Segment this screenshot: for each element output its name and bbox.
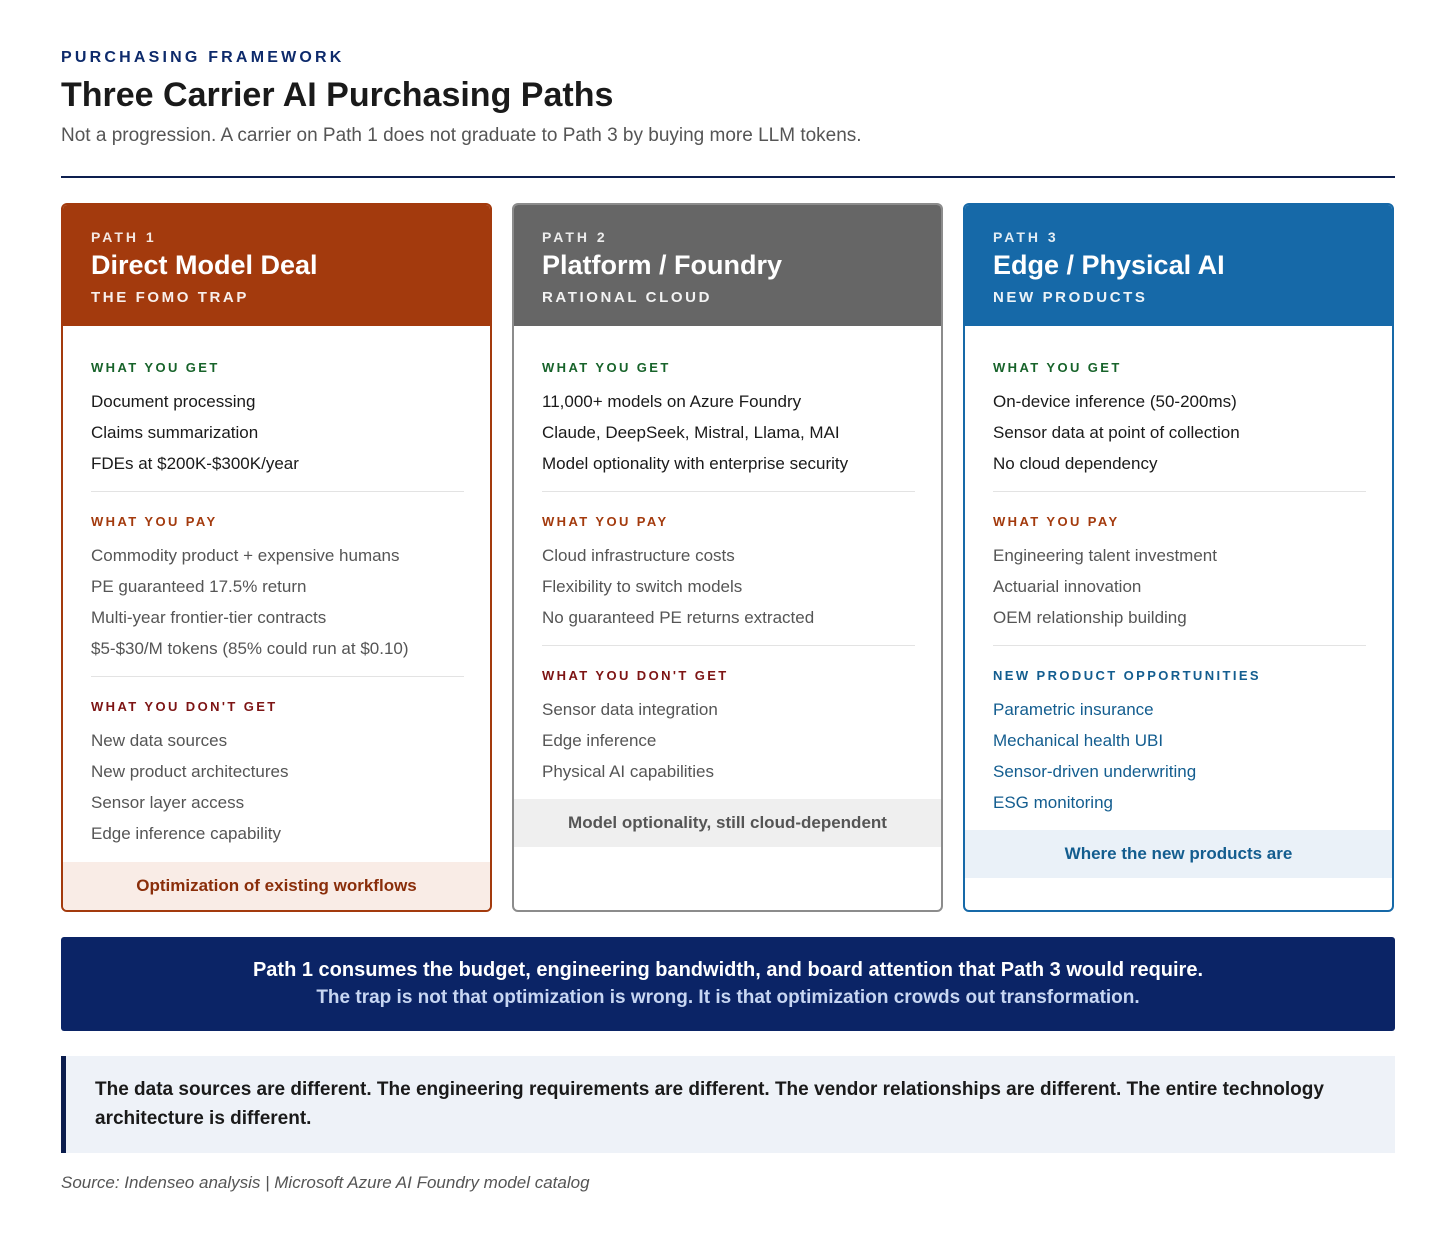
section-label-dont-get: WHAT YOU DON'T GET (542, 668, 729, 683)
path-tagline: RATIONAL CLOUD (542, 289, 713, 306)
list-item: Sensor-driven underwriting (993, 762, 1197, 781)
path-card-header (965, 205, 1392, 326)
list-item: Mechanical health UBI (993, 731, 1164, 750)
list-item: Flexibility to switch models (542, 577, 743, 596)
list-item: FDEs at $200K-$300K/year (91, 454, 299, 473)
path-card-footer: Where the new products are (965, 830, 1392, 878)
path-card-body (63, 326, 490, 849)
list-item: Document processing (91, 392, 256, 411)
list-item: Edge inference (542, 731, 657, 750)
section-label-pay: WHAT YOU PAY (542, 514, 669, 529)
list-item: New data sources (91, 731, 228, 750)
section-divider (91, 491, 464, 492)
path-number: PATH 2 (542, 229, 608, 245)
list-item: Physical AI capabilities (542, 762, 714, 781)
section-divider (993, 491, 1366, 492)
section-divider (542, 645, 915, 646)
path-cards (61, 203, 1395, 912)
section-divider (993, 645, 1366, 646)
list-item: No cloud dependency (993, 454, 1158, 473)
section-label-get: WHAT YOU GET (91, 360, 220, 375)
path-tagline: NEW PRODUCTS (993, 289, 1148, 306)
key-insight-banner (61, 937, 1395, 1031)
path-card-3 (963, 203, 1394, 912)
list-item: Multi-year frontier-tier contracts (91, 608, 327, 627)
path-name: Platform / Foundry (542, 250, 783, 280)
list-item: No guaranteed PE returns extracted (542, 608, 815, 627)
path-card-footer: Optimization of existing workflows (63, 862, 490, 910)
list-item: Commodity product + expensive humans (91, 546, 400, 565)
page-title: Three Carrier AI Purchasing Paths (61, 76, 614, 114)
path-card-body (514, 326, 941, 787)
page-subtitle: Not a progression. A carrier on Path 1 does not graduate to Path 3 by buying more LLM tokens. (61, 125, 862, 146)
list-item: OEM relationship building (993, 608, 1187, 627)
banner-subline: The trap is not that optimization is wrong. It is that optimization crowds out transformation. (316, 987, 1140, 1008)
section-label-pay: WHAT YOU PAY (993, 514, 1120, 529)
list-item: On-device inference (50-200ms) (993, 392, 1237, 411)
path-card-body (965, 326, 1392, 818)
list-item: Parametric insurance (993, 700, 1154, 719)
section-label-dont-get: WHAT YOU DON'T GET (91, 699, 278, 714)
list-item: $5-$30/M tokens (85% could run at $0.10) (91, 639, 409, 658)
banner-headline: Path 1 consumes the budget, engineering bandwidth, and board attention that Path 3 would require. (252, 959, 1204, 981)
section-label-pay: WHAT YOU PAY (91, 514, 218, 529)
source-note: Source: Indenseo analysis | Microsoft Azure AI Foundry model catalog (61, 1173, 590, 1192)
section-label-get: WHAT YOU GET (993, 360, 1122, 375)
list-item: Sensor data at point of collection (993, 423, 1240, 442)
path-number: PATH 3 (993, 229, 1059, 245)
list-item: Cloud infrastructure costs (542, 546, 735, 565)
list-item: Edge inference capability (91, 824, 281, 843)
list-item: Sensor data integration (542, 700, 718, 719)
callout-text: The data sources are different. The engineering requirements are different. The vendor relationships are different. The entire technology architecture is different. (95, 1079, 1324, 1129)
list-item: Actuarial innovation (993, 577, 1142, 596)
path-number: PATH 1 (91, 229, 157, 245)
section-label-opportunities: NEW PRODUCT OPPORTUNITIES (993, 668, 1262, 683)
path-card-2 (512, 203, 943, 912)
path-name: Direct Model Deal (91, 250, 318, 280)
list-item: PE guaranteed 17.5% return (91, 577, 307, 596)
eyebrow-label: PURCHASING FRAMEWORK (61, 49, 345, 66)
header-divider (61, 176, 1395, 178)
section-divider (91, 676, 464, 677)
list-item: New product architectures (91, 762, 289, 781)
section-divider (542, 491, 915, 492)
list-item: Claims summarization (91, 423, 259, 442)
list-item: Model optionality with enterprise security (542, 454, 849, 473)
list-item: ESG monitoring (993, 793, 1113, 812)
path-card-header (514, 205, 941, 326)
list-item: 11,000+ models on Azure Foundry (542, 392, 802, 411)
callout-quote (61, 1056, 1395, 1153)
list-item: Engineering talent investment (993, 546, 1217, 565)
list-item: Sensor layer access (91, 793, 245, 812)
path-card-1 (61, 203, 492, 912)
section-label-get: WHAT YOU GET (542, 360, 671, 375)
path-tagline: THE FOMO TRAP (91, 289, 249, 306)
list-item: Claude, DeepSeek, Mistral, Llama, MAI (542, 423, 840, 442)
path-card-header (63, 205, 490, 326)
path-name: Edge / Physical AI (993, 250, 1225, 280)
path-card-footer: Model optionality, still cloud-dependent (514, 799, 941, 847)
